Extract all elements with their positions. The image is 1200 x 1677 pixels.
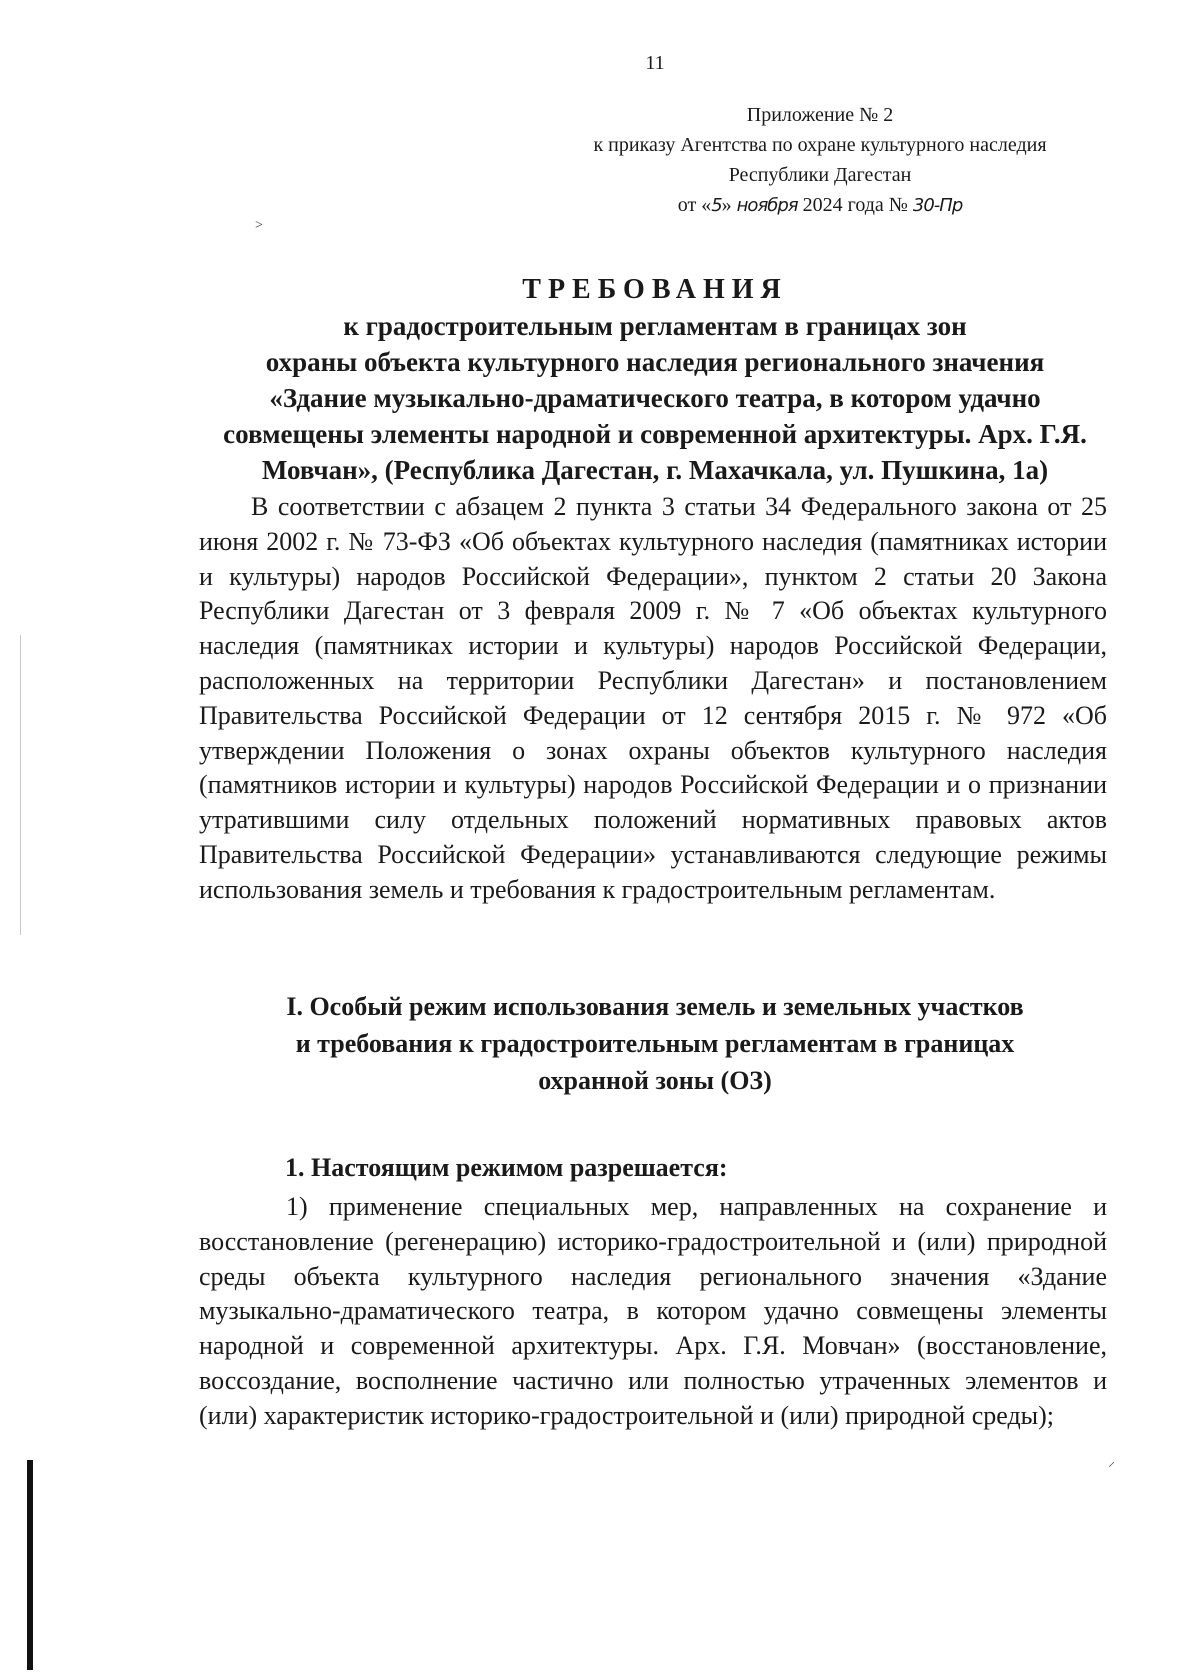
scan-binding-mark <box>27 1460 33 1670</box>
handwritten-month: ноября <box>736 195 798 216</box>
section-1-line-1: I. Особый режим использования земель и земельных участков <box>286 992 1024 1021</box>
appendix-region: Республики Дагестан <box>728 164 912 186</box>
scan-mark: ˃ <box>255 218 263 233</box>
title-heading: ТРЕБОВАНИЯ <box>522 274 788 305</box>
allowed-heading: 1. Настоящим режимом разрешается: <box>285 1153 728 1182</box>
title-line-1: к градостроительным регламентам в границах зон <box>343 311 967 341</box>
appendix-title: Приложение № 2 <box>746 104 894 126</box>
section-1-line-3: охранной зоны (ОЗ) <box>538 1066 772 1095</box>
page-number: 11 <box>645 52 665 74</box>
title-line-5: Мовчан», (Республика Дагестан, г. Махачкала, ул. Пушкина, 1а) <box>261 455 1049 485</box>
handwritten-order-number: 30-Пр <box>912 195 963 216</box>
requirements-title <box>0 272 1200 488</box>
appendix-order-ref: к приказу Агентства по охране культурного наследия <box>593 134 1047 156</box>
handwritten-day: 5 <box>711 195 722 216</box>
date-year: 2024 года № <box>797 194 913 216</box>
date-mid: » <box>721 194 737 216</box>
list-item: 1) применение специальных мер, направленных на сохранение и восстановление (регенерацию) историко-градостроительной и (или) природной среды объекта культурного наследия регионального значения «Здание музыкально-драматического театра, в котором удачно совмещены элементы народной и современной архитектуры. Арх. Г.Я. Мовчан» (восстановление, воссоздание, восполнение частично или полностью утраченных элементов и (или) характеристик историко-градостроительной и (или) природной среды); <box>199 1192 1107 1430</box>
appendix-header <box>520 100 1120 221</box>
scan-mark: ⸝ <box>1108 1455 1115 1470</box>
title-line-3: «Здание музыкально-драматического театра, в котором удачно <box>269 383 1041 413</box>
intro-paragraph: В соответствии с абзацем 2 пункта 3 статьи 34 Федерального закона от 25 июня 2002 г. № 73-ФЗ «Об объектах культурного наследия (памятниках истории и культуры) народов Российской Федерации», пунктом 2 статьи 20 Закона Республики Дагестан от 3 февраля 2009 г. № 7 «Об объектах культурного наследия (памятниках истории и культуры) народов Российской Федерации, расположенных на территории Республики Дагестан» и постановлением Правительства Российской Федерации от 12 сентября 2015 г. № 972 «Об утверждении Положения о зонах охраны объектов культурного наследия (памятников истории и культуры) народов Российской Федерации и о признании утратившими силу отдельных положений нормативных правовых актов Правительства Российской Федерации» устанавливаются следующие режимы использования земель и требования к градостроительным регламентам. <box>199 492 1107 904</box>
title-line-4: совмещены элементы народной и современной архитектуры. Арх. Г.Я. <box>223 419 1087 449</box>
section-1-line-2: и требования к градостроительным регламентам в границах <box>295 1029 1015 1058</box>
scan-edge-line <box>20 635 21 935</box>
date-prefix: от « <box>677 194 712 216</box>
appendix-date-line <box>520 190 1120 221</box>
title-line-2: охраны объекта культурного наследия регионального значения <box>265 347 1045 377</box>
section-1-heading <box>0 988 1200 1099</box>
